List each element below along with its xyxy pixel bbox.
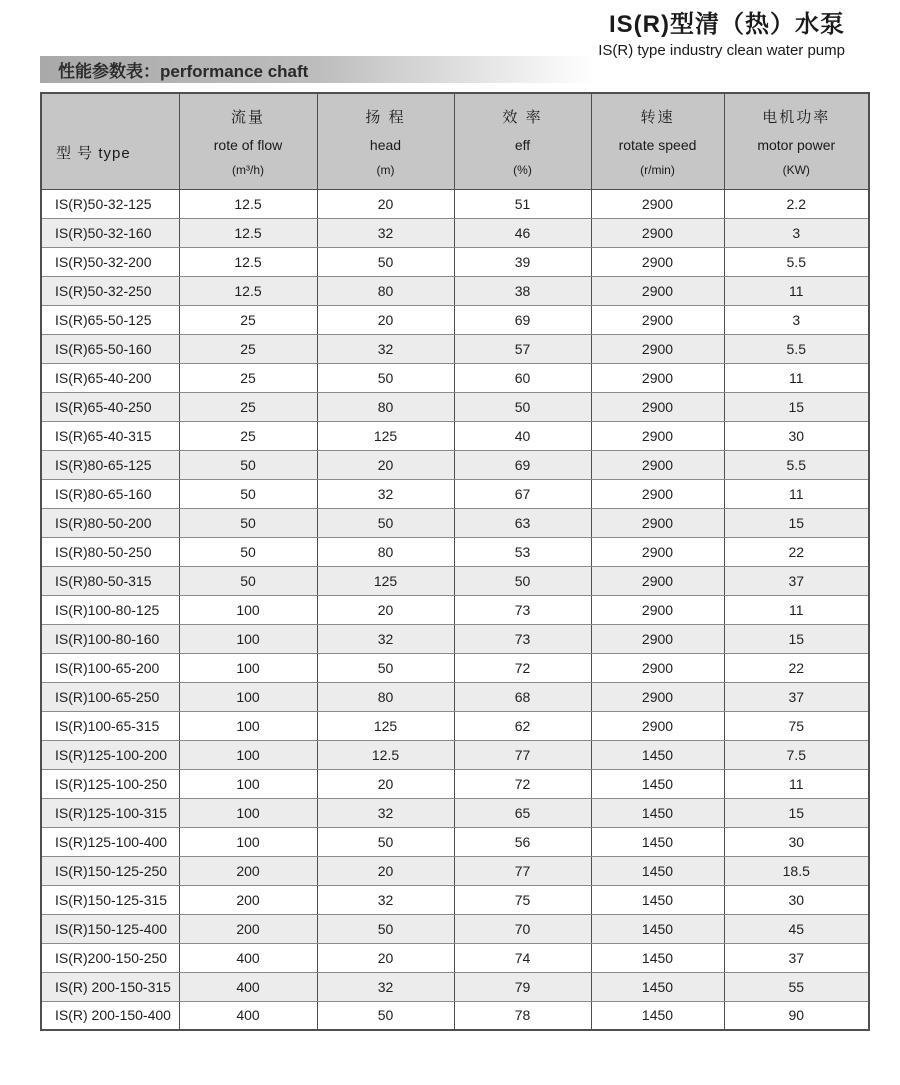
cell-speed: 2900	[591, 189, 724, 218]
cell-head: 12.5	[317, 740, 454, 769]
table-row	[41, 943, 869, 972]
cell-power: 90	[724, 1001, 869, 1030]
cell-eff: 46	[454, 218, 591, 247]
cell-speed: 1450	[591, 740, 724, 769]
cell-model: IS(R)50-32-125	[41, 189, 179, 218]
cell-model: IS(R)150-125-250	[41, 856, 179, 885]
cell-speed: 2900	[591, 479, 724, 508]
cell-head: 50	[317, 653, 454, 682]
cell-head: 20	[317, 189, 454, 218]
cell-head: 20	[317, 769, 454, 798]
cell-power: 7.5	[724, 740, 869, 769]
cell-model: IS(R) 200-150-400	[41, 1001, 179, 1030]
cell-model: IS(R)200-150-250	[41, 943, 179, 972]
col-header-power-zh: 电机功率	[762, 108, 831, 126]
cell-eff: 50	[454, 566, 591, 595]
table-row	[41, 711, 869, 740]
cell-head: 50	[317, 508, 454, 537]
cell-power: 30	[724, 885, 869, 914]
cell-speed: 2900	[591, 624, 724, 653]
cell-head: 80	[317, 682, 454, 711]
table-row	[41, 421, 869, 450]
cell-flow: 12.5	[179, 247, 317, 276]
table-row	[41, 972, 869, 1001]
cell-power: 11	[724, 276, 869, 305]
table-row	[41, 479, 869, 508]
col-header-power	[724, 93, 869, 189]
cell-speed: 1450	[591, 1001, 724, 1030]
cell-flow: 200	[179, 856, 317, 885]
cell-eff: 69	[454, 305, 591, 334]
cell-model: IS(R)100-80-160	[41, 624, 179, 653]
cell-speed: 2900	[591, 305, 724, 334]
cell-power: 18.5	[724, 856, 869, 885]
cell-speed: 1450	[591, 914, 724, 943]
cell-speed: 2900	[591, 595, 724, 624]
table-row	[41, 885, 869, 914]
page-title	[598, 4, 845, 59]
cell-speed: 2900	[591, 450, 724, 479]
table-row	[41, 450, 869, 479]
cell-head: 32	[317, 885, 454, 914]
page-title-zh: IS(R)型清（热）水泵	[609, 11, 845, 38]
cell-flow: 100	[179, 682, 317, 711]
cell-model: IS(R)150-125-400	[41, 914, 179, 943]
cell-model: IS(R)100-65-200	[41, 653, 179, 682]
cell-model: IS(R)65-40-200	[41, 363, 179, 392]
cell-model: IS(R)80-50-200	[41, 508, 179, 537]
cell-flow: 25	[179, 392, 317, 421]
cell-head: 20	[317, 856, 454, 885]
cell-model: IS(R)100-65-250	[41, 682, 179, 711]
cell-power: 55	[724, 972, 869, 1001]
cell-eff: 72	[454, 769, 591, 798]
cell-speed: 2900	[591, 508, 724, 537]
col-header-eff-en: eff	[514, 136, 531, 153]
cell-flow: 100	[179, 740, 317, 769]
cell-speed: 2900	[591, 363, 724, 392]
cell-model: IS(R)65-50-160	[41, 334, 179, 363]
cell-flow: 100	[179, 827, 317, 856]
table-row	[41, 276, 869, 305]
cell-model: IS(R)65-40-250	[41, 392, 179, 421]
cell-head: 125	[317, 566, 454, 595]
cell-flow: 25	[179, 363, 317, 392]
table-row	[41, 740, 869, 769]
table-row	[41, 247, 869, 276]
col-header-eff	[454, 93, 591, 189]
cell-eff: 57	[454, 334, 591, 363]
cell-flow: 50	[179, 508, 317, 537]
cell-eff: 77	[454, 740, 591, 769]
cell-speed: 1450	[591, 856, 724, 885]
cell-eff: 60	[454, 363, 591, 392]
cell-flow: 25	[179, 305, 317, 334]
cell-power: 15	[724, 392, 869, 421]
cell-speed: 1450	[591, 972, 724, 1001]
cell-power: 2.2	[724, 189, 869, 218]
col-header-eff-zh: 效 率	[502, 108, 543, 126]
cell-head: 125	[317, 421, 454, 450]
cell-power: 37	[724, 682, 869, 711]
cell-model: IS(R)80-50-315	[41, 566, 179, 595]
cell-model: IS(R)125-100-200	[41, 740, 179, 769]
cell-flow: 200	[179, 914, 317, 943]
table-row	[41, 392, 869, 421]
cell-flow: 400	[179, 972, 317, 1001]
cell-eff: 56	[454, 827, 591, 856]
cell-head: 32	[317, 479, 454, 508]
cell-model: IS(R)80-65-160	[41, 479, 179, 508]
cell-flow: 12.5	[179, 189, 317, 218]
cell-speed: 2900	[591, 247, 724, 276]
cell-eff: 67	[454, 479, 591, 508]
cell-speed: 2900	[591, 682, 724, 711]
table-row	[41, 595, 869, 624]
table-row	[41, 914, 869, 943]
cell-flow: 50	[179, 479, 317, 508]
cell-flow: 100	[179, 769, 317, 798]
cell-power: 3	[724, 305, 869, 334]
col-header-power-en: motor power	[757, 136, 836, 153]
cell-eff: 68	[454, 682, 591, 711]
cell-model: IS(R) 200-150-315	[41, 972, 179, 1001]
col-header-head-en: head	[369, 136, 402, 153]
cell-head: 20	[317, 595, 454, 624]
cell-model: IS(R)150-125-315	[41, 885, 179, 914]
cell-flow: 25	[179, 334, 317, 363]
cell-eff: 77	[454, 856, 591, 885]
table-body	[41, 189, 869, 1030]
col-header-head-unit: (m)	[376, 162, 395, 177]
cell-flow: 200	[179, 885, 317, 914]
cell-eff: 79	[454, 972, 591, 1001]
cell-model: IS(R)125-100-250	[41, 769, 179, 798]
cell-speed: 2900	[591, 276, 724, 305]
cell-head: 50	[317, 1001, 454, 1030]
cell-eff: 51	[454, 189, 591, 218]
cell-speed: 2900	[591, 711, 724, 740]
table-row	[41, 827, 869, 856]
cell-head: 125	[317, 711, 454, 740]
cell-head: 50	[317, 247, 454, 276]
col-header-speed-zh: 转速	[640, 108, 675, 126]
cell-model: IS(R)80-50-250	[41, 537, 179, 566]
cell-head: 32	[317, 218, 454, 247]
cell-eff: 74	[454, 943, 591, 972]
col-header-flow-en: rote of flow	[213, 136, 283, 153]
table-row	[41, 1001, 869, 1030]
cell-head: 80	[317, 392, 454, 421]
cell-power: 37	[724, 943, 869, 972]
col-header-head-zh: 扬 程	[365, 108, 406, 126]
cell-speed: 1450	[591, 827, 724, 856]
cell-model: IS(R)50-32-200	[41, 247, 179, 276]
cell-model: IS(R)100-80-125	[41, 595, 179, 624]
cell-speed: 2900	[591, 392, 724, 421]
cell-model: IS(R)125-100-400	[41, 827, 179, 856]
col-header-speed-unit: (r/min)	[640, 162, 675, 177]
cell-speed: 1450	[591, 769, 724, 798]
table-row	[41, 566, 869, 595]
cell-head: 50	[317, 914, 454, 943]
cell-flow: 100	[179, 624, 317, 653]
table-row	[41, 218, 869, 247]
section-header-bar	[40, 56, 595, 83]
cell-eff: 73	[454, 624, 591, 653]
cell-head: 20	[317, 943, 454, 972]
cell-power: 75	[724, 711, 869, 740]
cell-model: IS(R)50-32-160	[41, 218, 179, 247]
cell-eff: 50	[454, 392, 591, 421]
cell-head: 50	[317, 363, 454, 392]
table-row	[41, 798, 869, 827]
cell-head: 32	[317, 798, 454, 827]
cell-power: 11	[724, 363, 869, 392]
cell-flow: 100	[179, 711, 317, 740]
cell-model: IS(R)65-50-125	[41, 305, 179, 334]
cell-power: 11	[724, 479, 869, 508]
cell-power: 3	[724, 218, 869, 247]
cell-power: 22	[724, 653, 869, 682]
col-header-speed	[591, 93, 724, 189]
cell-speed: 2900	[591, 334, 724, 363]
cell-head: 80	[317, 276, 454, 305]
cell-model: IS(R)100-65-315	[41, 711, 179, 740]
cell-power: 22	[724, 537, 869, 566]
cell-flow: 50	[179, 566, 317, 595]
cell-speed: 2900	[591, 566, 724, 595]
cell-head: 32	[317, 624, 454, 653]
table-row	[41, 334, 869, 363]
table-row	[41, 537, 869, 566]
cell-head: 20	[317, 305, 454, 334]
cell-speed: 2900	[591, 653, 724, 682]
cell-flow: 100	[179, 653, 317, 682]
cell-power: 15	[724, 508, 869, 537]
table-row	[41, 189, 869, 218]
cell-flow: 25	[179, 421, 317, 450]
cell-power: 5.5	[724, 334, 869, 363]
cell-speed: 2900	[591, 421, 724, 450]
table-row	[41, 363, 869, 392]
cell-model: IS(R)50-32-250	[41, 276, 179, 305]
col-header-model-label: 型 号 type	[56, 144, 131, 162]
table-row	[41, 653, 869, 682]
cell-power: 30	[724, 827, 869, 856]
cell-power: 11	[724, 769, 869, 798]
cell-head: 20	[317, 450, 454, 479]
col-header-speed-en: rotate speed	[618, 136, 697, 153]
table-row	[41, 305, 869, 334]
col-header-model	[41, 93, 179, 189]
cell-eff: 63	[454, 508, 591, 537]
cell-power: 37	[724, 566, 869, 595]
cell-eff: 69	[454, 450, 591, 479]
col-header-eff-unit: (%)	[513, 162, 532, 177]
col-header-head	[317, 93, 454, 189]
table-row	[41, 508, 869, 537]
cell-eff: 65	[454, 798, 591, 827]
cell-flow: 50	[179, 450, 317, 479]
cell-head: 32	[317, 972, 454, 1001]
cell-flow: 50	[179, 537, 317, 566]
cell-model: IS(R)65-40-315	[41, 421, 179, 450]
cell-eff: 39	[454, 247, 591, 276]
cell-speed: 1450	[591, 885, 724, 914]
cell-speed: 1450	[591, 798, 724, 827]
page-title-en: IS(R) type industry clean water pump	[598, 42, 845, 59]
col-header-flow	[179, 93, 317, 189]
cell-flow: 100	[179, 595, 317, 624]
cell-model: IS(R)125-100-315	[41, 798, 179, 827]
cell-flow: 400	[179, 943, 317, 972]
cell-power: 15	[724, 624, 869, 653]
cell-speed: 2900	[591, 218, 724, 247]
table-row	[41, 856, 869, 885]
table-row	[41, 682, 869, 711]
cell-eff: 72	[454, 653, 591, 682]
table-row	[41, 769, 869, 798]
cell-eff: 78	[454, 1001, 591, 1030]
cell-eff: 62	[454, 711, 591, 740]
table-header-row	[41, 93, 869, 189]
performance-table	[40, 92, 870, 1031]
cell-power: 5.5	[724, 247, 869, 276]
cell-head: 80	[317, 537, 454, 566]
cell-power: 30	[724, 421, 869, 450]
cell-eff: 53	[454, 537, 591, 566]
section-title: 性能参数表：performance chaft	[58, 62, 309, 81]
cell-head: 50	[317, 827, 454, 856]
cell-speed: 2900	[591, 537, 724, 566]
col-header-flow-unit: (m³/h)	[232, 162, 264, 177]
cell-flow: 400	[179, 1001, 317, 1030]
cell-speed: 1450	[591, 943, 724, 972]
cell-power: 45	[724, 914, 869, 943]
col-header-flow-zh: 流量	[230, 108, 265, 126]
cell-power: 15	[724, 798, 869, 827]
cell-power: 5.5	[724, 450, 869, 479]
cell-eff: 73	[454, 595, 591, 624]
cell-flow: 12.5	[179, 218, 317, 247]
cell-eff: 38	[454, 276, 591, 305]
cell-eff: 75	[454, 885, 591, 914]
table-row	[41, 624, 869, 653]
cell-flow: 12.5	[179, 276, 317, 305]
col-header-power-unit: (KW)	[782, 162, 810, 177]
cell-power: 11	[724, 595, 869, 624]
cell-eff: 70	[454, 914, 591, 943]
cell-eff: 40	[454, 421, 591, 450]
cell-flow: 100	[179, 798, 317, 827]
cell-head: 32	[317, 334, 454, 363]
cell-model: IS(R)80-65-125	[41, 450, 179, 479]
